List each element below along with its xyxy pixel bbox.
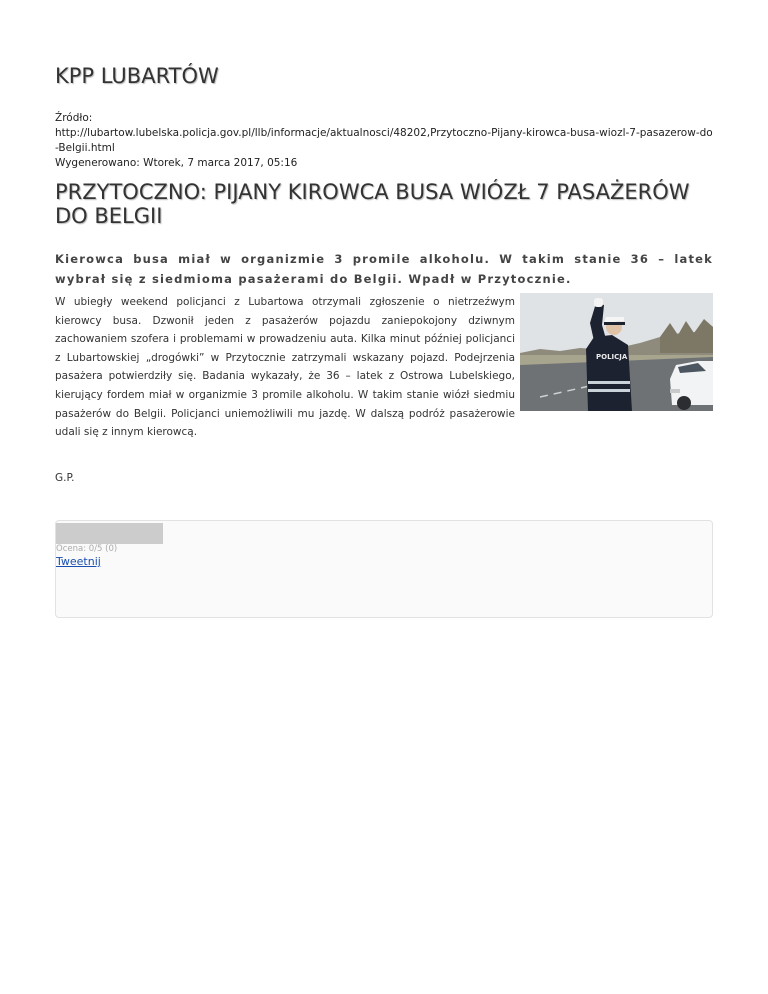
rating-text: Ocena: 0/5 (0)	[56, 544, 118, 554]
article-lead: Kierowca busa miał w organizmie 3 promile alkoholu. W takim stanie 36 – latek wybrał się z siedmioma pasażerami do Belgii. Wpadł w Przytocznie.	[55, 252, 713, 286]
article-body: W ubiegły weekend policjanci z Lubartowa otrzymali zgłoszenie o nietrzeźwym kierowcy busa. Dzwonił jeden z pasażerów pojazdu zaniepokojony dziwnym zachowaniem szofera i problemami w prowadzeniu auta. Kilka minut później policjanci z Lubartowskiej „drogówki” w Przytocznie zatrzymali wskazany pojazd. Podejrzenia pasażera potwierdziły się. Badania wykazały, że 36 – latek z Ostrowa Lubelskiego, kierujący fordem miał w organizmie 3 promile alkoholu. W takim stanie wiózł siedmiu pasażerów do Belgii. Policjanci uniemożliwili mu jazdę. W dalszą podróż pasażerowie udali się z innym kierowcą.	[55, 296, 515, 439]
source-url: http://lubartow.lubelska.policja.gov.pl/llb/informacje/aktualnosci/48202,Przytoczno-Pijany-kirowca-busa-wiozl-7-pasazerow-do-Belgii.html	[55, 127, 713, 154]
rating-stars[interactable]	[56, 523, 163, 544]
rating-share-box	[55, 520, 713, 618]
article-signature: G.P.	[55, 472, 75, 484]
photo-vest-text: POLICJA	[596, 353, 628, 361]
source-label: Źródło:	[55, 112, 93, 124]
source-info	[55, 111, 713, 171]
article-title: PRZYTOCZNO: PIJANY KIROWCA BUSA WIÓZŁ 7 PASAŻERÓW DO BELGII	[55, 180, 690, 228]
article-photo	[520, 293, 713, 411]
site-title: KPP LUBARTÓW	[55, 64, 219, 88]
generated-date: Wygenerowano: Wtorek, 7 marca 2017, 05:16	[55, 157, 298, 169]
tweet-link[interactable]: Tweetnij	[56, 555, 101, 568]
